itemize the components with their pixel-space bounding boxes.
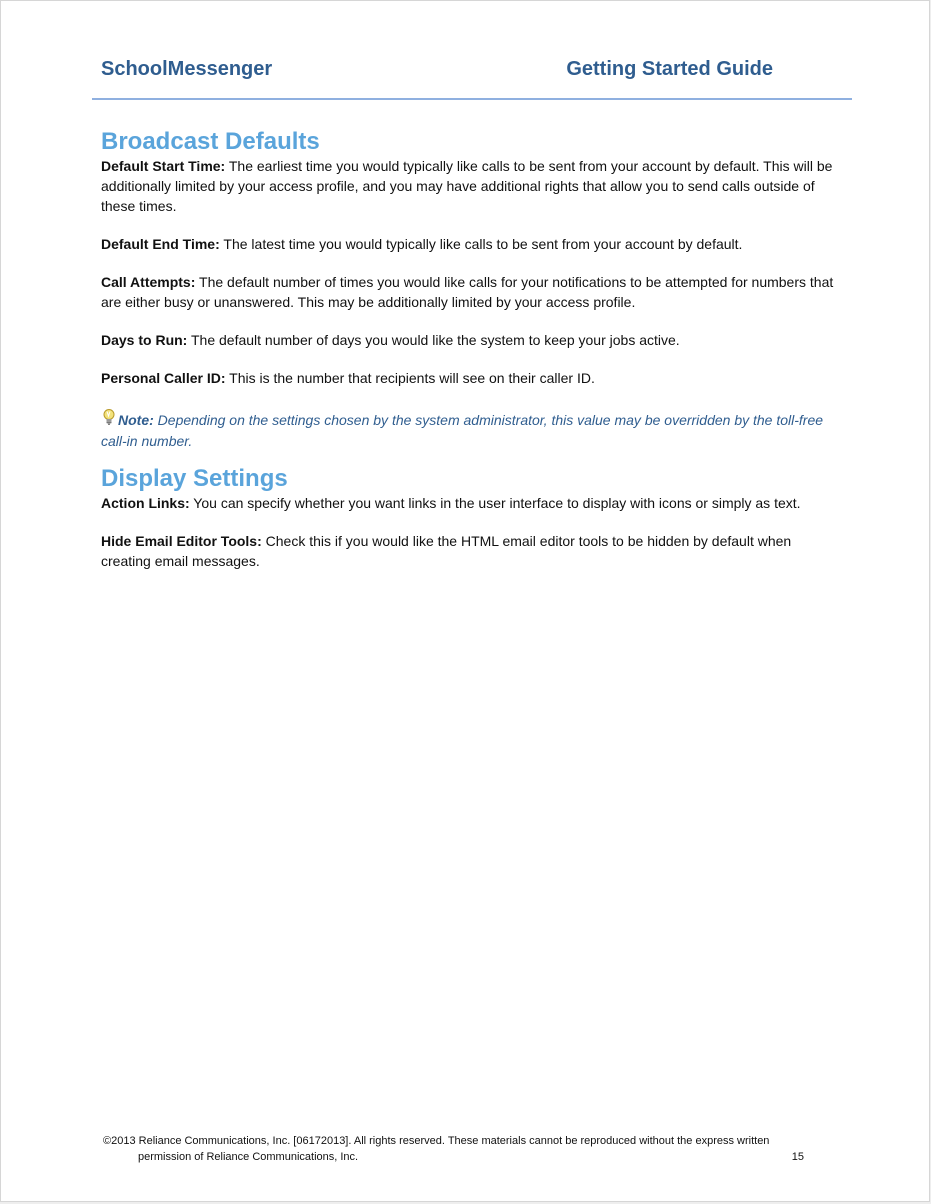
copyright-line: ©2013 Reliance Communications, Inc. [06172013]. All rights reserved. These materials cannot be reproduced without the express written [103, 1135, 770, 1147]
definition-default-start-time [101, 156, 836, 216]
definition-term: Default End Time: [101, 236, 220, 252]
definition-personal-caller-id [101, 368, 836, 388]
definition-default-end-time [101, 234, 836, 254]
header-divider [92, 98, 852, 100]
lightbulb-icon [101, 408, 117, 431]
definition-term: Personal Caller ID: [101, 370, 226, 386]
definition-term: Days to Run: [101, 332, 188, 348]
definition-term: Hide Email Editor Tools: [101, 533, 262, 549]
copyright-permission-text: permission of Reliance Communications, Inc. [138, 1151, 359, 1163]
definition-term: Action Links: [101, 495, 190, 511]
definition-text: The default number of times you would like calls for your notifications to be attempted for numbers that are either busy or unanswered. This may be additionally limited by your access profile. [101, 274, 834, 310]
definition-hide-email-editor-tools [101, 531, 836, 571]
definition-text: The latest time you would typically like calls to be sent from your account by default. [219, 236, 743, 252]
definition-term: Default Start Time: [101, 158, 226, 174]
header-guide-title: Getting Started Guide [566, 58, 773, 80]
definition-text: This is the number that recipients will see on their caller ID. [225, 370, 595, 386]
definition-term: Call Attempts: [101, 274, 196, 290]
definition-action-links [101, 493, 836, 513]
definition-text: The default number of days you would like the system to keep your jobs active. [187, 332, 680, 348]
page-header [101, 58, 773, 84]
document-page [1, 1, 929, 1201]
definition-call-attempts [101, 272, 836, 312]
page-footer [103, 1133, 843, 1165]
note-text: Depending on the settings chosen by the system administrator, this value may be overridden by the toll-free call-in number. [101, 412, 824, 449]
header-product-name: SchoolMessenger [101, 58, 273, 80]
copyright-line-continued [103, 1149, 843, 1165]
note-label: Note: [118, 412, 154, 428]
note-callout [101, 408, 836, 451]
definition-text: The earliest time you would typically like calls to be sent from your account by default. This will be additionally limited by your access profile, and you may have additional rights that allow you to send calls outside of these times. [101, 158, 833, 214]
page-content [101, 128, 836, 571]
page-number: 15 [791, 1151, 804, 1163]
definition-text: Check this if you would like the HTML email editor tools to be hidden by default when creating email messages. [101, 533, 792, 569]
definition-days-to-run [101, 330, 836, 350]
section-heading-broadcast-defaults: Broadcast Defaults [101, 128, 320, 155]
section-heading-display-settings: Display Settings [101, 465, 288, 492]
definition-text: You can specify whether you want links in the user interface to display with icons or simply as text. [189, 495, 801, 511]
